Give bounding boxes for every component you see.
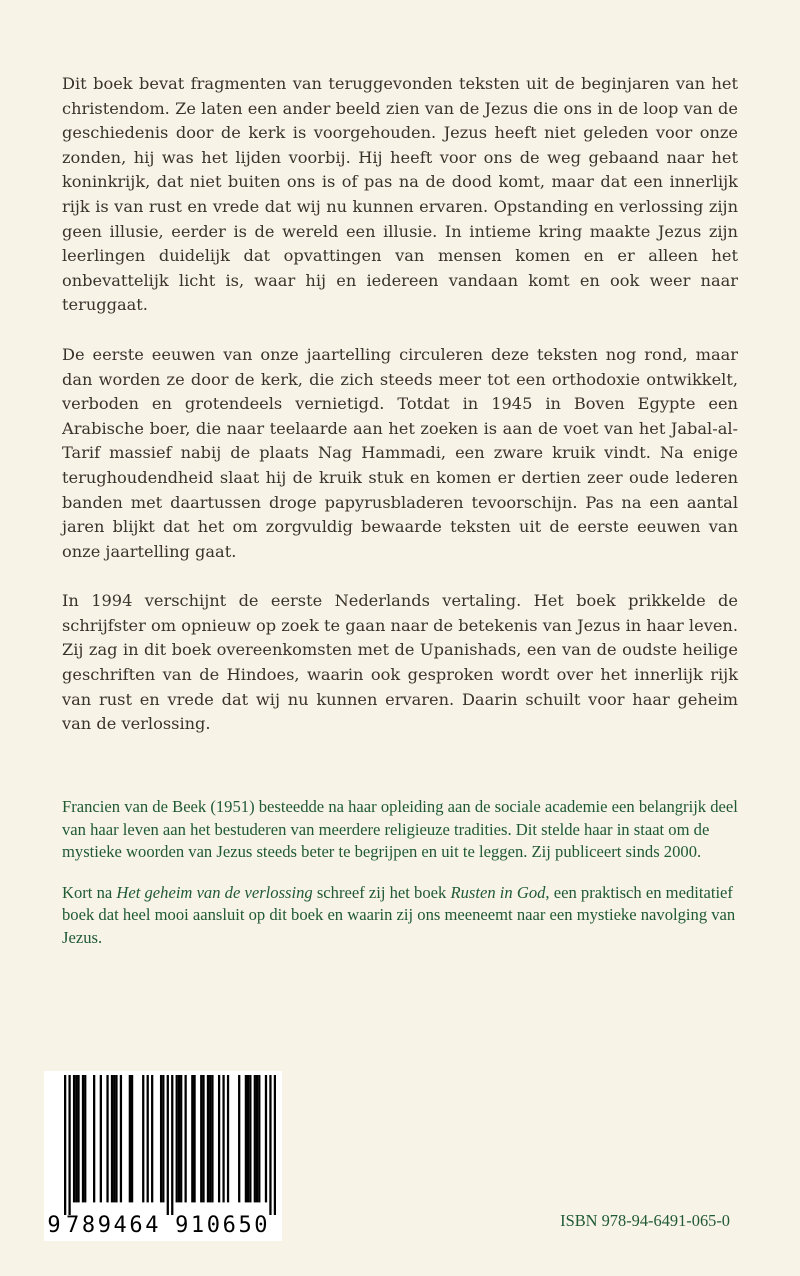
barcode-bar — [75, 1075, 77, 1202]
barcode-bar — [111, 1075, 113, 1202]
barcode-bar — [171, 1075, 173, 1215]
barcode-bar — [185, 1075, 187, 1202]
barcode-bar — [209, 1075, 211, 1202]
author-bio: Francien van de Beek (1951) besteedde na haar opleiding aan de sociale academie een belangrijk deel van haar leven aan het bestuderen van meerdere religieuze tradities. Dit stelde haar in staat om de mystieke woorden van Jezus steeds beter te begrijpen en uit te leggen. Zij publiceert sinds 2000. — [62, 797, 738, 862]
barcode-bar — [202, 1075, 204, 1202]
blurb-paragraph-2: De eerste eeuwen van onze jaartelling circuleren deze teksten nog rond, maar dan worden ze door de kerk, die zich steeds meer tot een orthodoxie ontwikkelt, verboden en grotendeels vernietigd. Totdat in 1945 in Boven Egypte een Arabische boer, die naar teelaarde aan het zoeken is aan de voet van het Jabal-al-Tarif massief nabij de plaats Nag Hammadi, een zware kruik vindt. Na enige terughoudendheid slaat hij de kruik stuk en komen er dertien zeer oude lederen banden met daartussen droge papyrusbladeren tevoorschijn. Pas na een aantal jaren blijkt dat het om zorgvuldig bewaarde teksten uit de eerste eeuwen van onze jaartelling gaat. — [62, 344, 738, 561]
barcode-bar — [178, 1075, 180, 1202]
barcode-bars — [64, 1075, 276, 1215]
barcode-bar — [73, 1075, 75, 1202]
barcode-bar — [254, 1075, 256, 1202]
barcode-bar — [129, 1075, 131, 1202]
barcode-bar — [68, 1075, 70, 1215]
barcode-bar — [193, 1075, 195, 1202]
barcode-bar — [249, 1075, 251, 1202]
barcode-bar — [256, 1075, 258, 1202]
barcode-bar — [142, 1075, 144, 1202]
book-title-geheim: Het geheim van de verlossing — [116, 882, 313, 902]
barcode-bar — [211, 1075, 213, 1202]
barcode-bar — [238, 1075, 240, 1202]
author-info — [62, 796, 738, 968]
barcode-digit-first: 9 — [47, 1213, 61, 1238]
barcode-bar — [274, 1075, 276, 1215]
barcode — [44, 1071, 282, 1241]
barcode-bar — [151, 1075, 153, 1202]
barcode-bar — [93, 1075, 95, 1202]
blurb-paragraph-3: In 1994 verschijnt de eerste Nederlands vertaling. Het boek prikkelde de schrijfster om opnieuw op zoek te gaan naar de betekenis van Jezus in haar leven. Zij zag in dit boek overeenkomsten met de Upanishads, een van de oudste heilige geschriften van de Hindoes, waarin ook gesproken wordt over het innerlijk rijk van rust en vrede dat wij nu kunnen ervaren. Daarin schuilt voor haar geheim van de verlossing. — [62, 591, 738, 734]
barcode-bar — [167, 1075, 169, 1215]
barcode-bar — [77, 1075, 79, 1202]
barcode-bar — [176, 1075, 178, 1202]
book-title-rusten: Rusten in God — [450, 882, 546, 902]
isbn-text: ISBN 978-94-6491-065-0 — [560, 1211, 730, 1230]
related-suffix: , een praktisch en meditatief boek dat heel mooi aansluit op dit boek en waarin zij ons meeneemt naar een mystieke navolging van Jezus. — [62, 882, 736, 947]
blurb-text — [62, 72, 738, 762]
barcode-bar — [131, 1075, 133, 1202]
barcode-bar — [147, 1075, 149, 1202]
related-books — [62, 882, 738, 950]
barcode-bar — [200, 1075, 202, 1202]
barcode-bar — [82, 1075, 84, 1202]
barcode-bar — [191, 1075, 193, 1202]
barcode-bar — [84, 1075, 86, 1202]
barcode-bar — [64, 1075, 66, 1215]
barcode-bar — [100, 1075, 102, 1202]
barcode-bar — [245, 1075, 247, 1202]
barcode-bar — [218, 1075, 220, 1202]
barcode-bar — [162, 1075, 164, 1202]
barcode-digits-left: 789464 — [66, 1213, 162, 1238]
barcode-bar — [113, 1075, 115, 1202]
barcode-digits — [44, 1213, 282, 1241]
barcode-bar — [115, 1075, 117, 1202]
barcode-bar — [160, 1075, 162, 1202]
blurb-paragraph-1: Dit boek bevat fragmenten van teruggevonden teksten uit de beginjaren van het christendom. Ze laten een ander beeld zien van de Jezus die ons in de loop van de geschiedenis door de kerk is voorgehouden. Jezus heeft niet geleden voor onze zonden, hij was het lijden voorbij. Hij heeft voor ons de weg gebaand naar het koninkrijk, dat niet buiten ons is of pas na de dood komt, maar dat een innerlijk rijk is van rust en vrede dat wij nu kunnen ervaren. Opstanding en verlossing zijn geen illusie, eerder is de wereld een illusie. In intieme kring maakte Jezus zijn leerlingen duidelijk dat opvattingen van mensen komen en er alleen het onbevattelijk licht is, waar hij en iedereen vandaan komt en ook weer naar teruggaat. — [62, 74, 738, 315]
barcode-bar — [265, 1075, 267, 1202]
barcode-bar — [269, 1075, 271, 1215]
barcode-bar — [180, 1075, 182, 1202]
barcode-bar — [227, 1075, 229, 1202]
barcode-bar — [106, 1075, 108, 1202]
barcode-bar — [120, 1075, 122, 1202]
barcode-digits-right: 910650 — [175, 1213, 271, 1238]
barcode-bar — [258, 1075, 260, 1202]
barcode-bar — [207, 1075, 209, 1202]
barcode-bar — [222, 1075, 224, 1202]
related-middle: schreef zij het boek — [312, 882, 451, 902]
related-prefix: Kort na — [62, 882, 117, 902]
barcode-bar — [247, 1075, 249, 1202]
